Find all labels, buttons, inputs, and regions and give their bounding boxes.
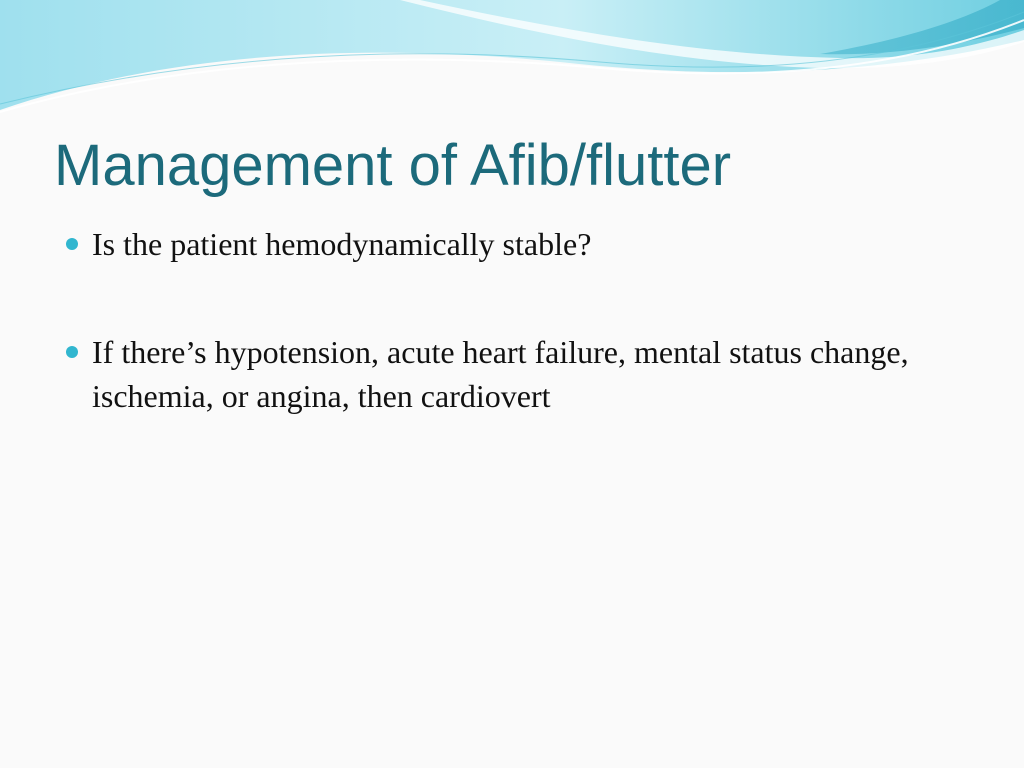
bullet-dot-icon bbox=[66, 238, 78, 250]
slide-title: Management of Afib/flutter bbox=[54, 133, 732, 198]
bullet-list bbox=[62, 222, 962, 418]
bullet-item bbox=[62, 330, 962, 418]
bullet-item bbox=[62, 222, 962, 266]
bullet-text: Is the patient hemodynamically stable? bbox=[92, 226, 592, 262]
bullet-text: If there’s hypotension, acute heart failure, mental status change, ischemia, or angina, then cardiovert bbox=[92, 334, 909, 414]
bullet-dot-icon bbox=[66, 346, 78, 358]
header-wave-decoration bbox=[0, 0, 1024, 130]
